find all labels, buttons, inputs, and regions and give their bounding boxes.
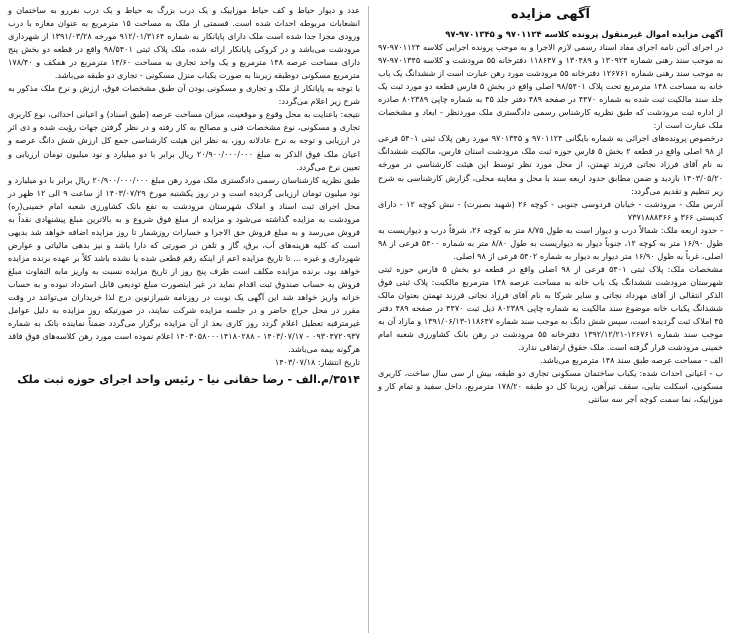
notice-paragraph: عدد و دیوار حیاط و کف حیاط موزاییک و یک درب بزرگ به حیاط و یک درب نفررو به ساختمان و انشعابات مربوطه احداث شده است. قسمتی از ملک به مساحت ۱۵ مترمربع به عنوان مغازه با درب ورودی مجزا جدا شده است ملک دارای پایانکار به شماره ۹۱۲/۰۱/۳۱۶۴ مورخه ۱۳۹۱/۰۳/۲۸ از شهرداری مرودشت می‌باشد و در کروکی پایانکار ارائه شده، ملک پلاک ثبتی ۹۸/۵۴۰۱ واقع در قطعه دو بخش پنج دارای مساحت عرصه ۱۴۸ مترمربع و یک واحد تجاری به مساحت ۱۴/۶۰ مترمربع در همکف و ۱۷۸/۴۰ مترمربع مسکونی دوطبقه زیربنا به صورت یکباب منزل مسکونی - تجاری دو طبقه می‌باشد. bbox=[8, 5, 360, 81]
notice-paragraph: طبق نظریه کارشناسان رسمی دادگستری ملک مورد رهن مبلغ ۲۰/۹۰۰/۰۰۰/۰۰۰ ریال برابر با دو میلیارد و نود میلیون تومان ارزیابی گردیده است و در روز یکشنبه مورخ ۱۴۰۳/۰۷/۲۹ از ساعت ۹ الی ۱۲ ظهر در محل اجرای ثبت اسناد و املاک شهرستان مرودشت به نفع بانک کشاورزی شعبه امام خمینی(ره) مرودشت به مزایده گذاشته می‌شود و مزایده از مبلغ فوق شروع و به بالاترین مبلغ پیشنهادی نقداً به فروش می‌رسد و به مبلغ فروش حق الاجرا و خسارات روزشمار تا روز مزایده اضافه خواهد شد بدیهی است که کلیه هزینه‌های آب، برق، گاز و تلفن در صورتی که دارا باشد و نیز بدهی مالیاتی و عوارض شهرداری و غیره ... تا تاریخ مزایده اعم از اینکه رقم قطعی شده یا نشده باشد کلاً بر عهده برنده مزایده خواهد بود، برنده مزایده مکلف است ظرف پنج روز از تاریخ مزایده نسبت به واریز مابه التفاوت مبلغ فروش به حساب صندوق ثبت اقدام نماید در غیر اینصورت مبلغ تودیعی قابل استرداد نبوده و به حساب خزانه واریز خواهد شد این آگهی یک نوبت در روزنامه شیرازنوین درج لذا خریداران می‌توانند در وقت مقرر در محل حراج حاضر و در جلسه مزایده شرکت نمایند، در صورتیکه روز مزایده به دلیل عوامل غیرمترقبه تعطیل اعلام گردد روز کاری بعد از آن مزایده برگزار می‌گردد ضمناً نماینده بانک به شماره ۰۹۳۰۴۷۲۰۹۳۷ - ۱۴۰۳/۰۷/۱۷ - ۱۴۰۳۰۵۸۰۰۰۱۴۱۸۰۲۸۸ اعلام نموده است مورد رهن کلاسه‌های فوق فاقد هرگونه بیمه می‌باشد. bbox=[8, 174, 360, 355]
signature-line: ۳۵۱۴/م.الف - رضا حقانی نیا - رئیس واحد اجرای حوزه ثبت ملک bbox=[17, 373, 360, 387]
notice-title: آگهی مزایده bbox=[511, 7, 590, 22]
notice-paragraph: ب - اعیانی احداث شده: یکباب ساختمان مسکونی تجاری دو طبقه، بیش از سی سال ساخت، کاربری مسکونی، اسکلت بنایی، سقف تیرآهن، زیربنا کل دو طبقه ۱۷۸/۲۰ مترمربع، داخل سفید و تمام کار و موزاییک، نما سمت کوچه آجر سه سانتی bbox=[378, 368, 723, 405]
notice-paragraph: نتیجه: باعنایت به محل وقوع و موقعیت، میزان مساحت عرصه (طبق اسناد) و اعیانی احداثی، نوع کاربری تجاری و مسکونی، نوع مشخصات فنی و مصالح به کار رفته و در نظر گرفتن جهات رؤیت شده و ذی اثر در ارزیابی و توجه به نرخ عادلانه روز، به نظر این هیئت کارشناسی جمع کل ارزش شش دانگ عرصه و اعیان ملک فوق الذکر به مبلغ ۲۰/۹۰۰/۰۰۰/۰۰۰ ریال برابر با دو میلیارد و نود میلیون تومان ارزیابی و تعیین نرخ می‌گردد. bbox=[8, 109, 361, 172]
notice-paragraph: آدرس ملک - مرودشت - خیابان فردوسی جنوبی - کوچه ۲۶ (شهید بصیرت) - نبش کوچه ۱۲ - دارای کدپستی ۳۶۶ و ۷۳۷۱۸۸۸۳۶۶ bbox=[378, 198, 723, 222]
notice-paragraph: درخصوص پرونده‌های اجرائی به شماره بایگانی ۹۷۰۱۱۲۴ و ۹۷۰۱۳۴۵ مورد رهن پلاک ثبتی ۵۴۰۱ فرعی از ۹۸ اصلی واقع در قطعه ۲ بخش ۵ فارس حوزه ثبت ملک مرودشت استان فارس، مالکیت ششدانگ به نام آقای فرزاد نجاتی فرزند تهمتن، از محل مورد نظر توسط این هیئت کارشناسی در مورخه ۱۴۰۳/۰۵/۲۰ بازدید و ضمن مطابق حدود اربعه سند با محل و معاینه محلی، گزارش کارشناسی به شرح زیر تنظیم و تقدیم می‌گردد: bbox=[378, 133, 724, 196]
notice-right-column bbox=[372, 0, 731, 639]
notice-subtitle: آگهی مزایده اموال غیرمنقول پرونده کلاسه ۹۷۰۱۱۲۴ و ۹۷۰۱۳۴۵-۹۷ bbox=[445, 29, 723, 39]
column-divider bbox=[368, 6, 369, 633]
notice-paragraph: مشخصات ملک: پلاک ثبتی ۵۴۰۱ فرعی از ۹۸ اصلی واقع در قطعه دو بخش ۵ فارس حوزه ثبتی شهرستان مرودشت ششدانگ یک باب خانه به مساحت عرصه ۱۴۸ مترمربع مالکیت: پلاک ثبتی فوق الذکر انتقالی از آقای مهرداد نجاتی و سایر شرکا به نام آقای فرزاد نجاتی فرزند تهمتن بعنوان مالک ششدانگ یکباب خانه موضوع سند مالکیت به شماره چاپی ۸۰۲۳۸۹ ذیل ثبت ۴۴۷۰ در صفحه ۴۸۹ دفتر ۴۵ املاک ثبت گردیده است، سپس شش دانگ به موجب سند شماره ۱۱۸۶۴۷-۱۳۹۱/۰۶/۱۳ و مازاد آن به موجب سند شماره ۱۲۶۷۶۱-۱۳۹۲/۱۲/۲۱ دفترخانه ۵۵ مرودشت در رهن بانک کشاورزی شعبه امام خمینی مرودشت قرار گرفته است. ملک حقوق ارتفاقی ندارد. bbox=[378, 263, 724, 353]
notice-paragraph: - حدود اربعه ملک: شمالاً درب و دیوار است به طول ۸/۷۵ متر به کوچه ۲۶، شرقاً درب و دیواریست به طول ۱۶/۹۰ متر به کوچه ۱۲، جنوباً دیوار به دیواریست به طول ۸/۸۰ متر به شماره ۵۴۰۰ فرعی از ۹۸ اصلی، غرباً به طول ۱۶/۹۰ متر دیوار به دیوار به شماره ۵۴۰۲ فرعی از ۹۸ اصلی. bbox=[378, 224, 724, 261]
notice-paragraph: الف - مساحت عرصه طبق سند ۱۴۸ مترمربع می‌باشد. bbox=[540, 355, 723, 366]
notice-paragraph: در اجرای آئین نامه اجرای مفاد اسناد رسمی لازم الاجرا و به موجب پرونده اجرایی کلاسه ۹۷۰۱۱۲۴-۹۷ به موجب سند رهنی شماره ۱۳۰۹۲۴ و ۱۳۰۴۸۹ و ۱۱۸۶۴۷ دفترخانه ۵۵ مرودشت و کلاسه ۹۷۰۱۳۴۵-۹۷ به موجب سند رهنی شماره ۱۲۶۷۶۱ دفترخانه ۵۵ مرودشت مورد رهن عبارت است از ششدانگ یک باب خانه به مساحت ۱۴۸ مترمربع تحت پلاک ۹۸/۵۴۰۱ اصلی واقع در بخش ۵ فارس قطعه دو مورد ثبت یک جلد سند مالکیت ثبت شده به شماره ۴۴۷۰ در صفحه ۴۸۹ دفتر جلد ۴۵ به شماره چاپی ۸۰۲۳۸۹ صادره از اداره ثبت مرودشت که طبق نظریه کارشناس رسمی دادگستری ملک موردنظر - ابعاد و مشخصات ملک عبارت است از: bbox=[378, 42, 724, 131]
publication-date: تاریخ انتشار: ۱۴۰۳/۰۷/۱۸ bbox=[274, 357, 360, 368]
notice-paragraph: با توجه به پایانکار از ملک و تجاری و مسکونی بودن آن طبق مشخصات فوق، ارزش و نرخ ملک مذکور به شرح زیر اعلام می‌گردد: bbox=[8, 83, 360, 107]
